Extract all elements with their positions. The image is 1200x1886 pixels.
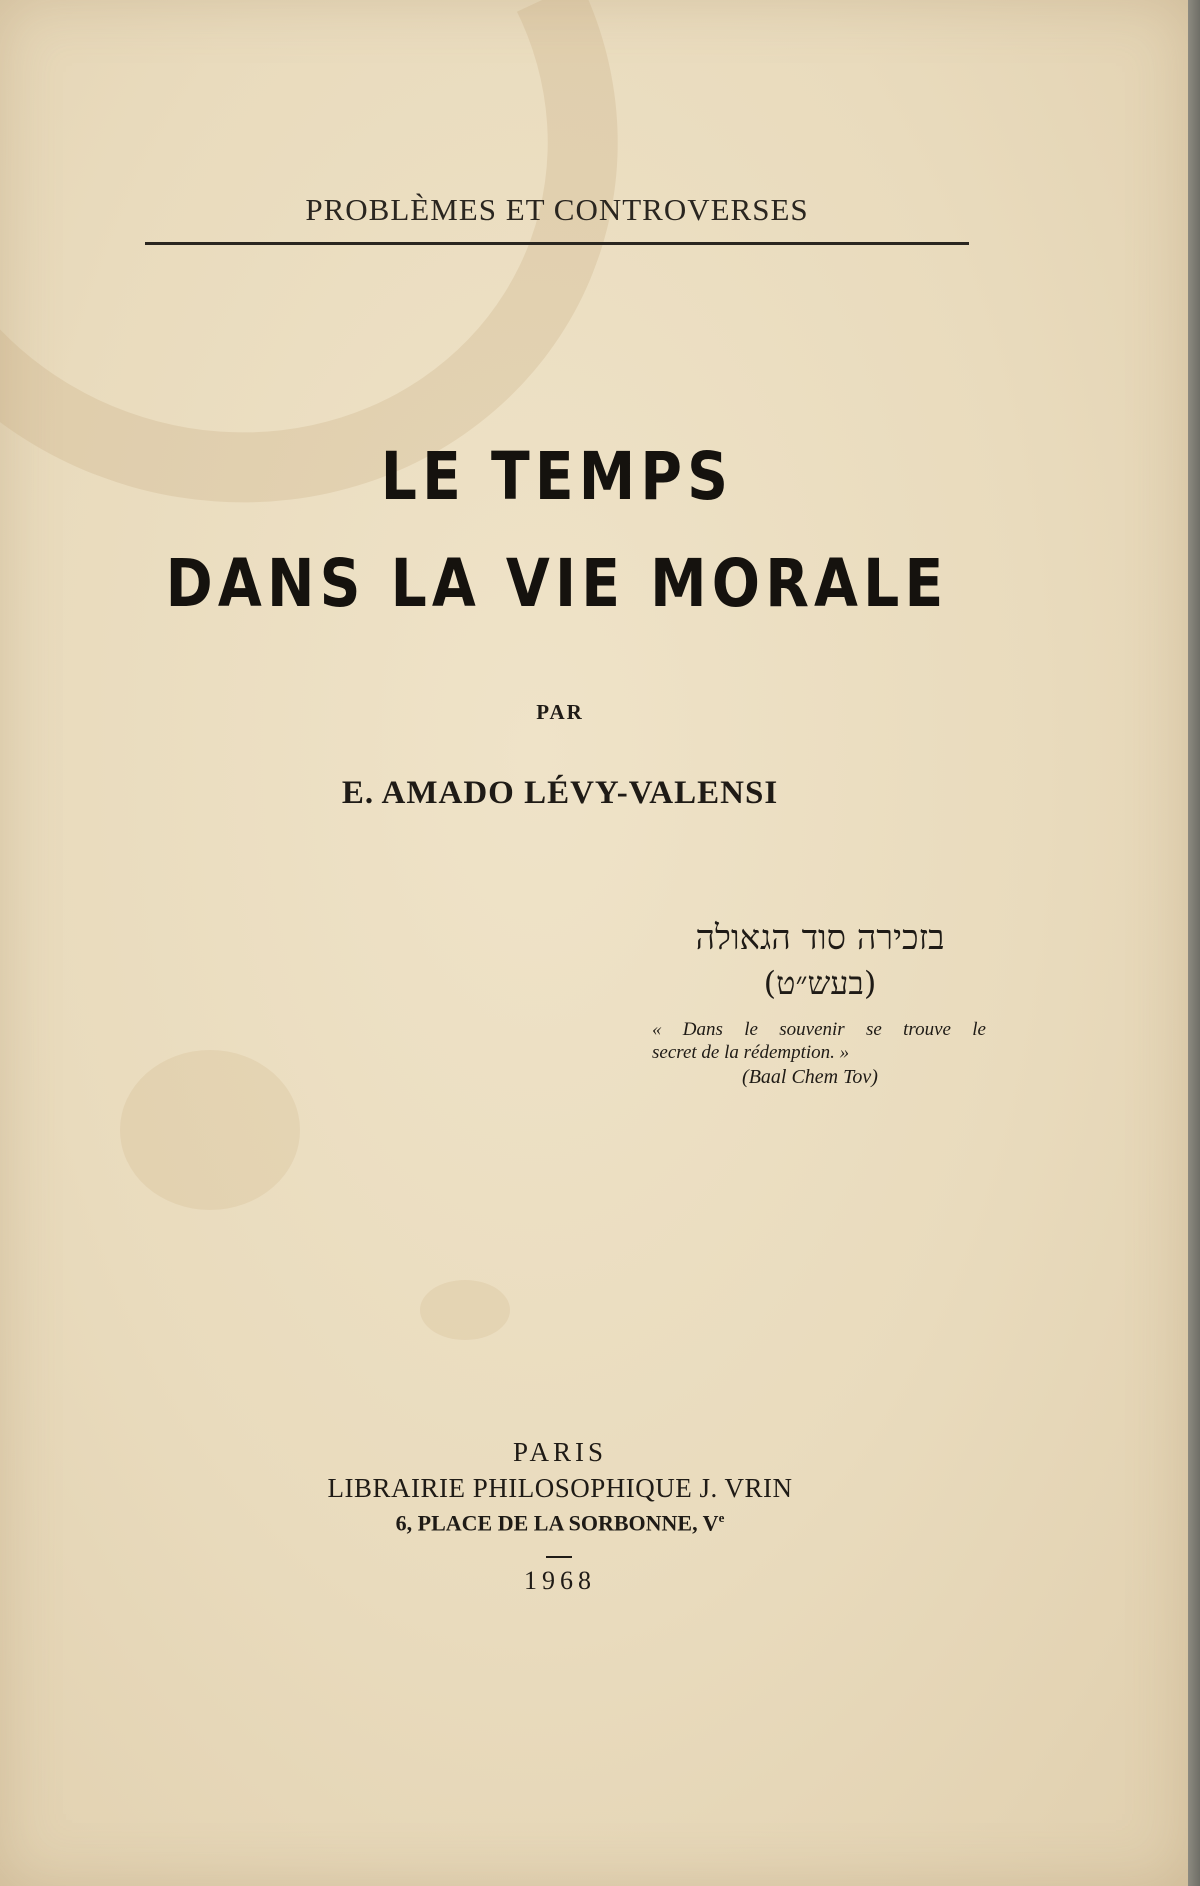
imprint-address (200, 1510, 920, 1536)
stain-spot (420, 1280, 510, 1340)
epigraph-attribution: (Baal Chem Tov) (742, 1066, 878, 1088)
imprint-address-text: 6, PLACE DE LA SORBONNE, V (395, 1510, 719, 1536)
imprint-divider (546, 1556, 572, 1558)
series-title: PROBLÈMES ET CONTROVERSES (305, 192, 809, 227)
epigraph-hebrew: בזכירה סוד הגאולה (695, 918, 945, 958)
imprint-city: PARIS (512, 1437, 608, 1467)
epigraph-french (652, 1018, 986, 1064)
imprint-year: 1968 (524, 1566, 596, 1595)
series-divider (145, 242, 969, 245)
background-edge (1188, 0, 1200, 1886)
epigraph-hebrew-source: (בעש״ט) (763, 964, 877, 1002)
book-title-line-2: DANS LA VIE MORALE (165, 545, 949, 622)
imprint-address-sup: e (718, 1510, 725, 1525)
epigraph-line-2: secret de la rédemption. » (652, 1042, 850, 1063)
book-title-line-1: LE TEMPS (380, 438, 734, 515)
imprint-publisher: LIBRAIRIE PHILOSOPHIQUE J. VRIN (327, 1473, 793, 1503)
author-name: E. AMADO LÉVY-VALENSI (341, 775, 779, 811)
stain-spot (120, 1050, 300, 1210)
by-label: PAR (536, 700, 584, 724)
epigraph-line-1: « Dans le souvenir se trouve le (652, 1019, 986, 1040)
stain-mark (0, 0, 723, 611)
